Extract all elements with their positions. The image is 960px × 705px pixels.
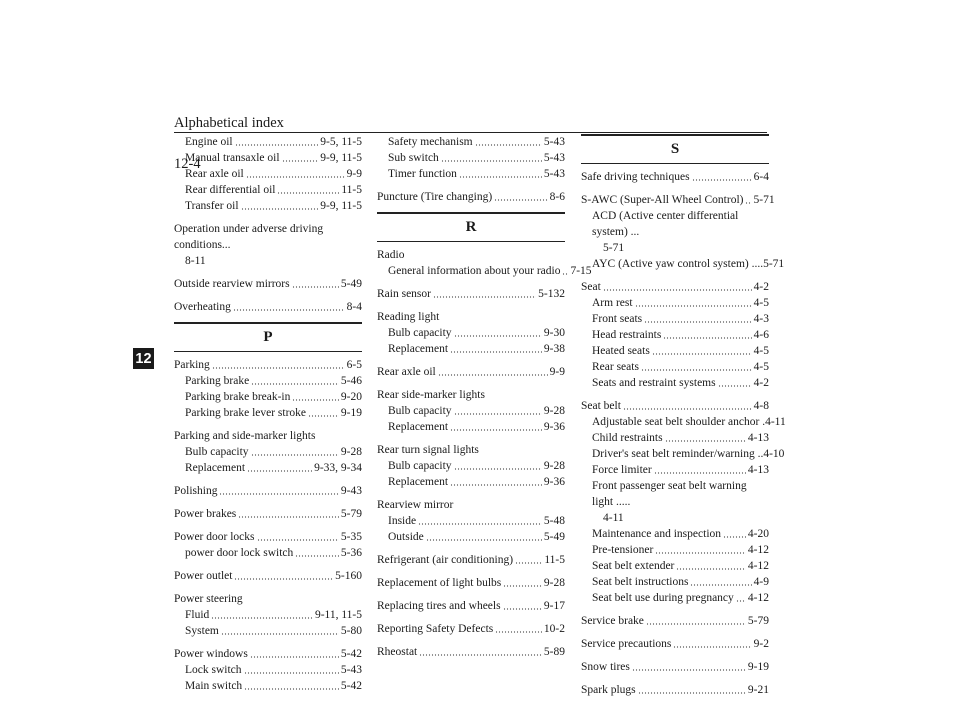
index-entry[interactable]: Rheostat 5-89 <box>377 646 565 658</box>
index-entry[interactable]: Replacement 9-36 <box>388 421 565 433</box>
section-header-p: P <box>174 322 362 352</box>
index-entry[interactable]: Safety mechanism 5-43 <box>388 136 565 148</box>
index-entry[interactable]: Adjustable seat belt shoulder anchor . 4-11 <box>592 416 786 428</box>
index-column-1 <box>174 134 362 701</box>
index-entry[interactable]: Service precautions 9-2 <box>581 638 769 650</box>
index-entry[interactable]: Bulb capacity 9-28 <box>388 405 565 417</box>
index-entry[interactable]: Replacement 9-36 <box>388 476 565 488</box>
index-entry[interactable]: Operation under adverse driving conditions... 8-11 <box>174 223 324 267</box>
index-entry[interactable]: Pre-tensioner 4-12 <box>592 544 769 556</box>
index-entry[interactable]: Timer function 5-43 <box>388 168 565 180</box>
index-entry[interactable]: Sub switch 5-43 <box>388 152 565 164</box>
index-entry[interactable]: Child restraints 4-13 <box>592 432 769 444</box>
index-entry[interactable]: power door lock switch 5-36 <box>185 547 362 559</box>
index-column-3 <box>581 134 786 705</box>
index-entry[interactable]: Rain sensor 5-132 <box>377 288 565 300</box>
index-entry[interactable]: Service brake 5-79 <box>581 615 769 627</box>
index-entry[interactable]: Replacing tires and wheels 9-17 <box>377 600 565 612</box>
index-entry[interactable]: Arm rest 4-5 <box>592 297 769 309</box>
index-entry[interactable]: Fluid 9-11, 11-5 <box>185 609 362 621</box>
index-entry[interactable]: Seat belt extender 4-12 <box>592 560 769 572</box>
index-entry[interactable]: Replacement 9-33, 9-34 <box>185 462 362 474</box>
index-entry[interactable]: Maintenance and inspection 4-20 <box>592 528 769 540</box>
index-entry[interactable]: Spark plugs 9-21 <box>581 684 769 696</box>
index-entry[interactable]: Power brakes 5-79 <box>174 508 362 520</box>
index-entry[interactable]: Polishing 9-43 <box>174 485 362 497</box>
index-entry[interactable]: Replacement 9-38 <box>388 343 565 355</box>
index-entry[interactable]: Overheating 8-4 <box>174 301 362 313</box>
index-entry[interactable]: Rear differential oil 11-5 <box>185 184 362 196</box>
index-entry[interactable]: Seat 4-2 <box>581 281 769 293</box>
index-entry[interactable]: Transfer oil 9-9, 11-5 <box>185 200 362 212</box>
index-entry[interactable]: Safe driving techniques 6-4 <box>581 171 769 183</box>
index-entry[interactable]: Lock switch 5-43 <box>185 664 362 676</box>
index-entry[interactable]: Puncture (Tire changing) 8-6 <box>377 191 565 203</box>
index-column-2 <box>377 134 592 667</box>
index-entry[interactable]: Rear seats 4-5 <box>592 361 769 373</box>
index-entry[interactable]: Bulb capacity 9-28 <box>388 460 565 472</box>
index-entry[interactable]: Rear side-marker lights <box>377 389 485 401</box>
chapter-tab: 12 <box>133 348 154 369</box>
index-entry[interactable]: Force limiter 4-13 <box>592 464 769 476</box>
section-header-r: R <box>377 212 565 242</box>
index-entry[interactable]: Outside 5-49 <box>388 531 565 543</box>
index-entry[interactable]: Refrigerant (air conditioning) 11-5 <box>377 554 565 566</box>
index-entry[interactable]: AYC (Active yaw control system) .... 5-71 <box>592 258 785 270</box>
index-entry[interactable]: Parking 6-5 <box>174 359 362 371</box>
page-number: 12-4 <box>174 156 201 172</box>
index-entry[interactable]: Bulb capacity 9-30 <box>388 327 565 339</box>
index-entry[interactable]: General information about your radio 7-15 <box>388 265 592 277</box>
index-entry[interactable]: Manual transaxle oil 9-9, 11-5 <box>185 152 362 164</box>
index-entry[interactable]: ACD (Active center differential system) ... 5-71 <box>592 210 739 254</box>
index-entry[interactable]: Driver's seat belt reminder/warning .. 4-10 <box>592 448 785 460</box>
index-entry[interactable]: Bulb capacity 9-28 <box>185 446 362 458</box>
index-entry[interactable]: Front passenger seat belt warning light ..... 4-11 <box>592 480 747 524</box>
index-entry[interactable]: Snow tires 9-19 <box>581 661 769 673</box>
index-entry[interactable]: Front seats 4-3 <box>592 313 769 325</box>
index-entry[interactable]: Seats and restraint systems 4-2 <box>592 377 769 389</box>
section-header-s: S <box>581 134 769 164</box>
index-entry[interactable]: Power windows 5-42 <box>174 648 362 660</box>
index-entry[interactable]: Replacement of light bulbs 9-28 <box>377 577 565 589</box>
index-entry[interactable]: Seat belt instructions 4-9 <box>592 576 769 588</box>
index-entry[interactable]: Rearview mirror <box>377 499 454 511</box>
index-entry[interactable]: Seat belt 4-8 <box>581 400 769 412</box>
index-entry[interactable]: Parking brake break-in 9-20 <box>185 391 362 403</box>
index-entry[interactable]: Rear turn signal lights <box>377 444 479 456</box>
header-rule <box>174 132 767 133</box>
index-entry[interactable]: System 5-80 <box>185 625 362 637</box>
index-entry[interactable]: Reading light <box>377 311 440 323</box>
index-entry[interactable]: Rear axle oil 9-9 <box>185 168 362 180</box>
index-entry[interactable]: Power outlet 5-160 <box>174 570 362 582</box>
page-header-title: Alphabetical index <box>174 115 284 131</box>
index-entry[interactable]: S-AWC (Super-All Wheel Control) 5-71 <box>581 194 775 206</box>
index-entry[interactable]: Power steering <box>174 593 243 605</box>
index-entry[interactable]: Parking and side-marker lights <box>174 430 316 442</box>
index-entry[interactable]: Seat belt use during pregnancy 4-12 <box>592 592 769 604</box>
index-entry[interactable]: Heated seats 4-5 <box>592 345 769 357</box>
index-entry[interactable]: Head restraints 4-6 <box>592 329 769 341</box>
index-entry[interactable]: Power door locks 5-35 <box>174 531 362 543</box>
index-entry[interactable]: Engine oil 9-5, 11-5 <box>185 136 362 148</box>
index-entry[interactable]: Reporting Safety Defects 10-2 <box>377 623 565 635</box>
index-entry[interactable]: Inside 5-48 <box>388 515 565 527</box>
index-entry[interactable]: Rear axle oil 9-9 <box>377 366 565 378</box>
index-entry[interactable]: Parking brake lever stroke 9-19 <box>185 407 362 419</box>
index-entry[interactable]: Main switch 5-42 <box>185 680 362 692</box>
index-entry[interactable]: Parking brake 5-46 <box>185 375 362 387</box>
index-entry[interactable]: Outside rearview mirrors 5-49 <box>174 278 362 290</box>
index-entry[interactable]: Radio <box>377 249 405 261</box>
